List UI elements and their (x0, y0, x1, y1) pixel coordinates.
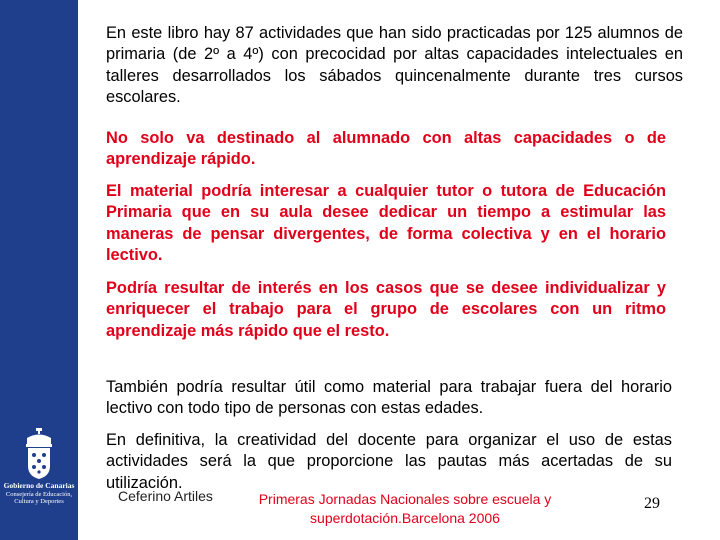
footer-author: Ceferino Artiles (118, 488, 213, 504)
audience-paragraph: No solo va destinado al alumnado con altas capacidades o de aprendizaje rápido. (106, 129, 666, 169)
page-number: 29 (644, 495, 660, 512)
government-logo (0, 428, 78, 528)
logo-subtitle-2: Cultura y Deportes (14, 498, 64, 506)
tutor-paragraph: El material podría interesar a cualquier tutor o tutora de Educación Primaria que en su aula desee dedicar un tiempo a estimular las maneras de pensar divergentes, de forma colectiva y en el horario lectivo. (106, 182, 666, 264)
individualize-paragraph: Podría resultar de interés en los casos que se desee individualizar y enriquecer el trabajo para el grupo de escolares con un ritmo aprendizaje más rápido que el resto. (106, 279, 666, 340)
intro-paragraph: En este libro hay 87 actividades que han sido practicadas por 125 alumnos de primaria (de 2º a 4º) con precocidad por altas capacidades intelectuales en talleres desarrollados los sábados quincenalmente durante tres cursos escolares. (106, 24, 683, 106)
logo-subtitle: Consejería de Educación, (5, 490, 73, 498)
footer-event: Primeras Jornadas Nacionales sobre escuela y superdotación.Barcelona 2006 (258, 491, 552, 526)
coat-of-arms-icon (19, 428, 59, 480)
conclusion-paragraph: En definitiva, la creatividad del docente para organizar el uso de estas actividades será la que proporcione las pautas más acertadas de su utilización. (106, 431, 672, 492)
outside-hours-paragraph: También podría resultar útil como material para trabajar fuera del horario lectivo con todo tipo de personas con estas edades. (106, 378, 672, 418)
logo-title: Gobierno de Canarias (3, 481, 75, 490)
